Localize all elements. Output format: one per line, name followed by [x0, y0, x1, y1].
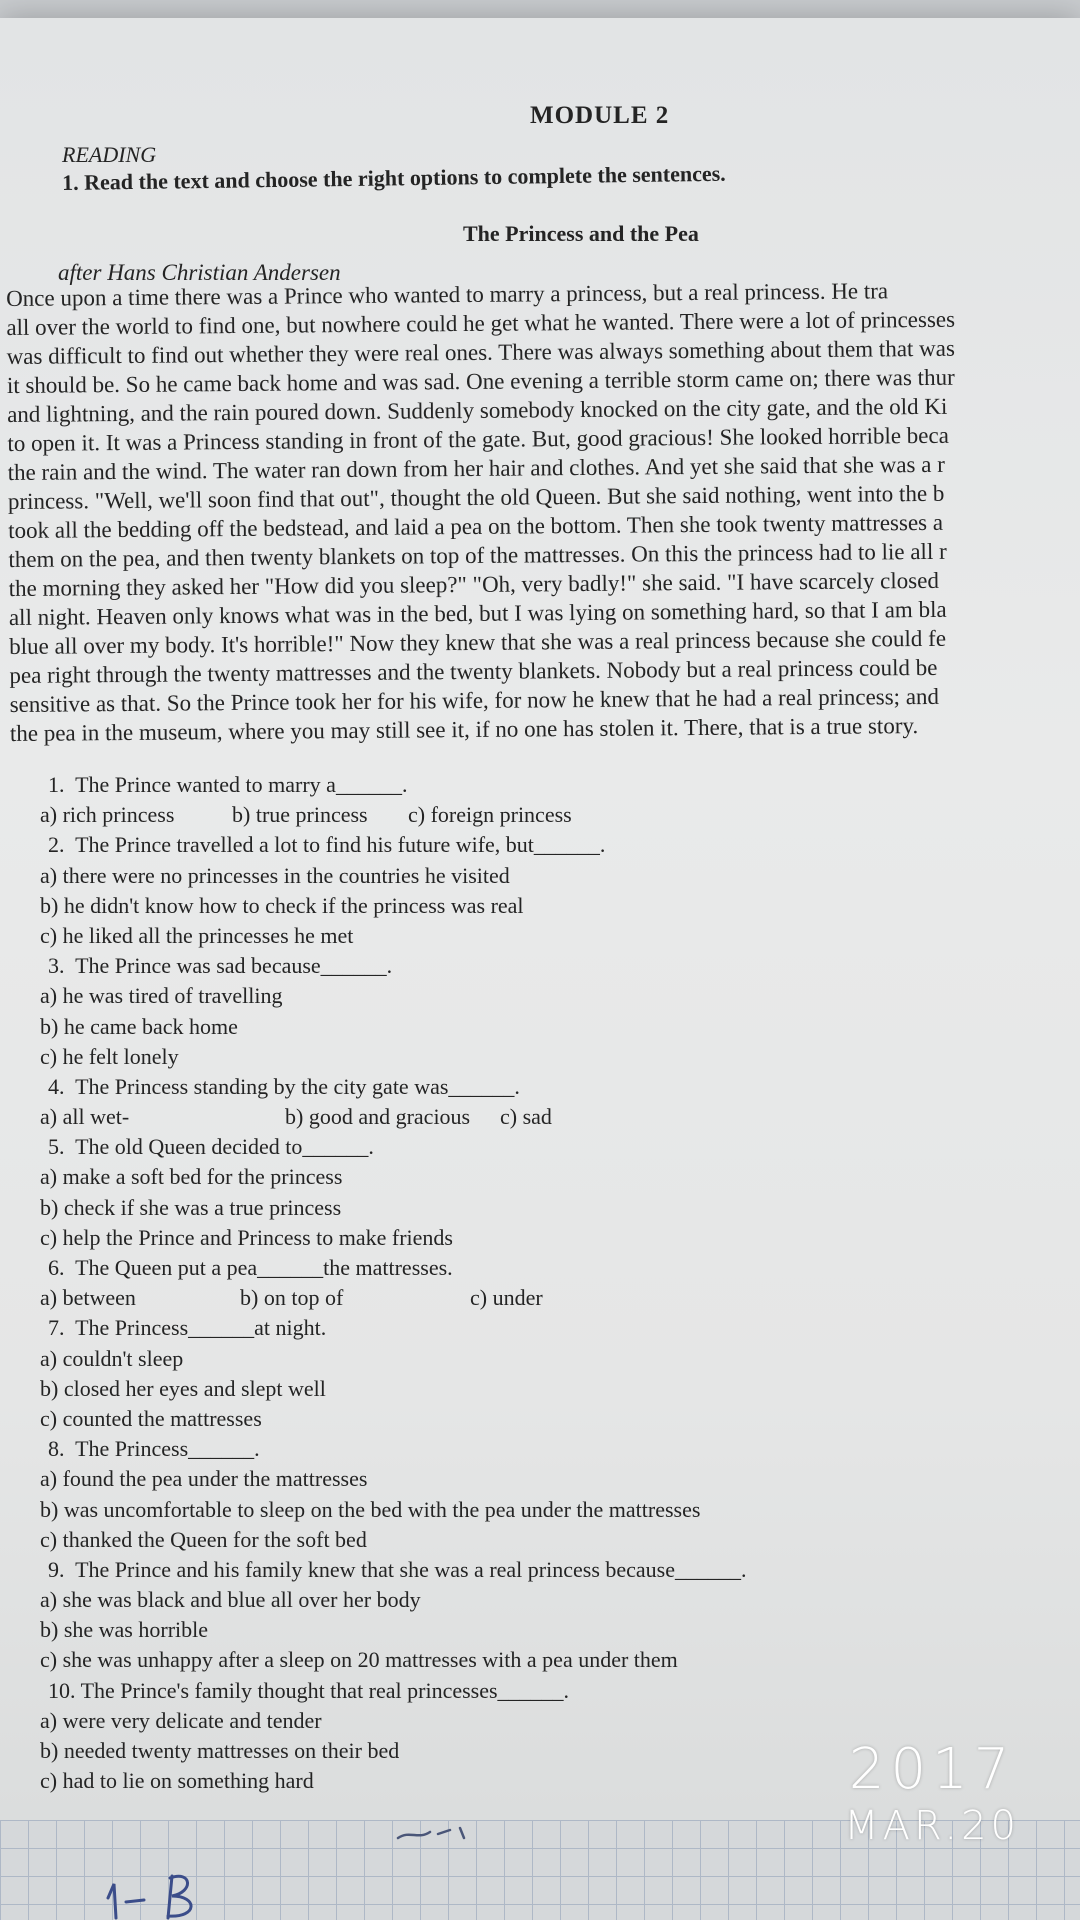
question-stem: 2. The Prince travelled a lot to find his future wife, but______. — [48, 832, 606, 858]
option-row — [40, 1102, 747, 1132]
question-stem: 8. The Princess______. — [48, 1436, 260, 1462]
answer-option: a) between — [40, 1285, 136, 1311]
passage-line: and lightning, and the rain poured down. Suddenly somebody knocked on the city gate, and the old Ki — [7, 393, 948, 427]
answer-option: c) help the Prince and Princess to make friends — [40, 1224, 453, 1250]
passage-line: was difficult to find out whether they were real ones. There was always something about them that was — [6, 335, 955, 369]
passage-line: the rain and the wind. The water ran down from her hair and clothes. And yet she said that she was a r — [7, 451, 945, 485]
passage-line: Once upon a time there was a Prince who wanted to marry a princess, but a real princess. He tra — [6, 278, 889, 311]
passage-line: the morning they asked her "How did you sleep?" "Oh, very badly!" she said. "I have scarcely closed — [8, 567, 939, 601]
passage-line: pea right through the twenty mattresses and the twenty blankets. Nobody but a real princess could be — [9, 654, 938, 688]
passage-line: blue all over my body. It's horrible!" Now they knew that she was a real princess because she could fe — [9, 625, 947, 659]
passage-line: to open it. It was a Princess standing in front of the gate. But, good gracious! She looked horrible beca — [7, 422, 949, 456]
answer-option: b) she was horrible — [40, 1617, 209, 1643]
answer-option: a) she was black and blue all over her body — [40, 1587, 421, 1613]
answer-option: b) was uncomfortable to sleep on the bed with the pea under the mattresses — [40, 1496, 701, 1522]
section-heading: READING — [62, 142, 157, 167]
module-title: MODULE 2 — [530, 102, 670, 129]
answer-option: b) closed her eyes and slept well — [40, 1375, 326, 1401]
worksheet-page — [0, 18, 1080, 1858]
answer-option: a) couldn't sleep — [40, 1345, 184, 1371]
passage-line: it should be. So he came back home and was sad. One evening a terrible storm came on; there was thur — [6, 364, 955, 398]
question-stem: 9. The Prince and his family knew that she was a real princess because______. — [48, 1556, 747, 1582]
question-list — [40, 770, 747, 1796]
photo-date-stamp — [844, 1737, 1020, 1852]
answer-option: c) counted the mattresses — [40, 1405, 262, 1431]
answer-option: c) foreign princess — [408, 802, 572, 828]
passage-line: princess. "Well, we'll soon find that out", thought the old Queen. But she said nothing, went into the b — [7, 480, 945, 514]
question-stem: 5. The old Queen decided to______. — [48, 1134, 374, 1160]
answer-option: a) all wet- — [40, 1104, 130, 1130]
answer-option: c) she was unhappy after a sleep on 20 mattresses with a pea under them — [40, 1647, 678, 1673]
passage-line: took all the bedding off the bedstead, and laid a pea on the bottom. Then she took twenty mattresses a — [8, 509, 944, 543]
answer-option: c) had to lie on something hard — [40, 1768, 314, 1794]
answer-option: b) good and gracious — [285, 1104, 471, 1130]
question-stem: 10. The Prince's family thought that real princesses______. — [48, 1677, 570, 1703]
option-row — [40, 800, 747, 830]
pen-mark — [390, 1820, 500, 1850]
answer-option: a) found the pea under the mattresses — [40, 1466, 368, 1492]
date-stamp-month-day: MAR.20 — [844, 1803, 1020, 1849]
question-stem: 7. The Princess______at night. — [48, 1315, 327, 1341]
task-instruction: 1. Read the text and choose the right options to complete the sentences. — [62, 160, 726, 195]
story-author: after Hans Christian Andersen — [58, 260, 341, 285]
answer-option: c) thanked the Queen for the soft bed — [40, 1526, 367, 1552]
passage-line: the pea in the museum, where you may still see it, if no one has stolen it. There, that is a true story. — [9, 713, 919, 746]
passage-line: them on the pea, and then twenty blankets on top of the mattresses. On this the princess had to lie all r — [8, 538, 947, 572]
answer-option: a) make a soft bed for the princess — [40, 1164, 343, 1190]
answer-option: a) were very delicate and tender — [40, 1707, 322, 1733]
answer-option: c) sad — [500, 1104, 552, 1130]
answer-option: b) he didn't know how to check if the princess was real — [40, 892, 524, 918]
passage-line: sensitive as that. So the Prince took her for his wife, for now he knew that he had a real princess; and — [9, 683, 940, 717]
question-stem: 4. The Princess standing by the city gate was______. — [48, 1073, 520, 1099]
answer-option: b) check if she was a true princess — [40, 1194, 342, 1220]
passage-line: all over the world to find one, but nowhere could he get what he wanted. There were a lot of princesses — [6, 306, 956, 340]
option-row — [40, 1283, 747, 1313]
answer-option: a) he was tired of travelling — [40, 983, 283, 1009]
answer-option: b) he came back home — [40, 1013, 238, 1039]
passage-line: all night. Heaven only knows what was in the bed, but I was lying on something hard, so that I am bla — [8, 596, 947, 630]
reading-passage — [6, 274, 1080, 748]
answer-option: a) there were no princesses in the countries he visited — [40, 862, 510, 888]
answer-option: b) needed twenty mattresses on their bed — [40, 1738, 400, 1763]
answer-option: c) under — [470, 1285, 543, 1311]
answer-option: b) on top of — [240, 1285, 344, 1311]
date-stamp-year: 2017 — [848, 1737, 1016, 1802]
question-stem: 6. The Queen put a pea______the mattresses. — [48, 1255, 453, 1280]
question-stem: 3. The Prince was sad because______. — [48, 953, 393, 979]
handwritten-answer — [80, 1840, 220, 1920]
answer-option: b) true princess — [232, 802, 368, 828]
story-title: The Princess and the Pea — [463, 221, 699, 246]
question-stem: 1. The Prince wanted to marry a______. — [48, 772, 408, 797]
answer-option: a) rich princess — [40, 802, 175, 828]
answer-option: c) he liked all the princesses he met — [40, 922, 354, 948]
answer-option: c) he felt lonely — [40, 1043, 179, 1069]
